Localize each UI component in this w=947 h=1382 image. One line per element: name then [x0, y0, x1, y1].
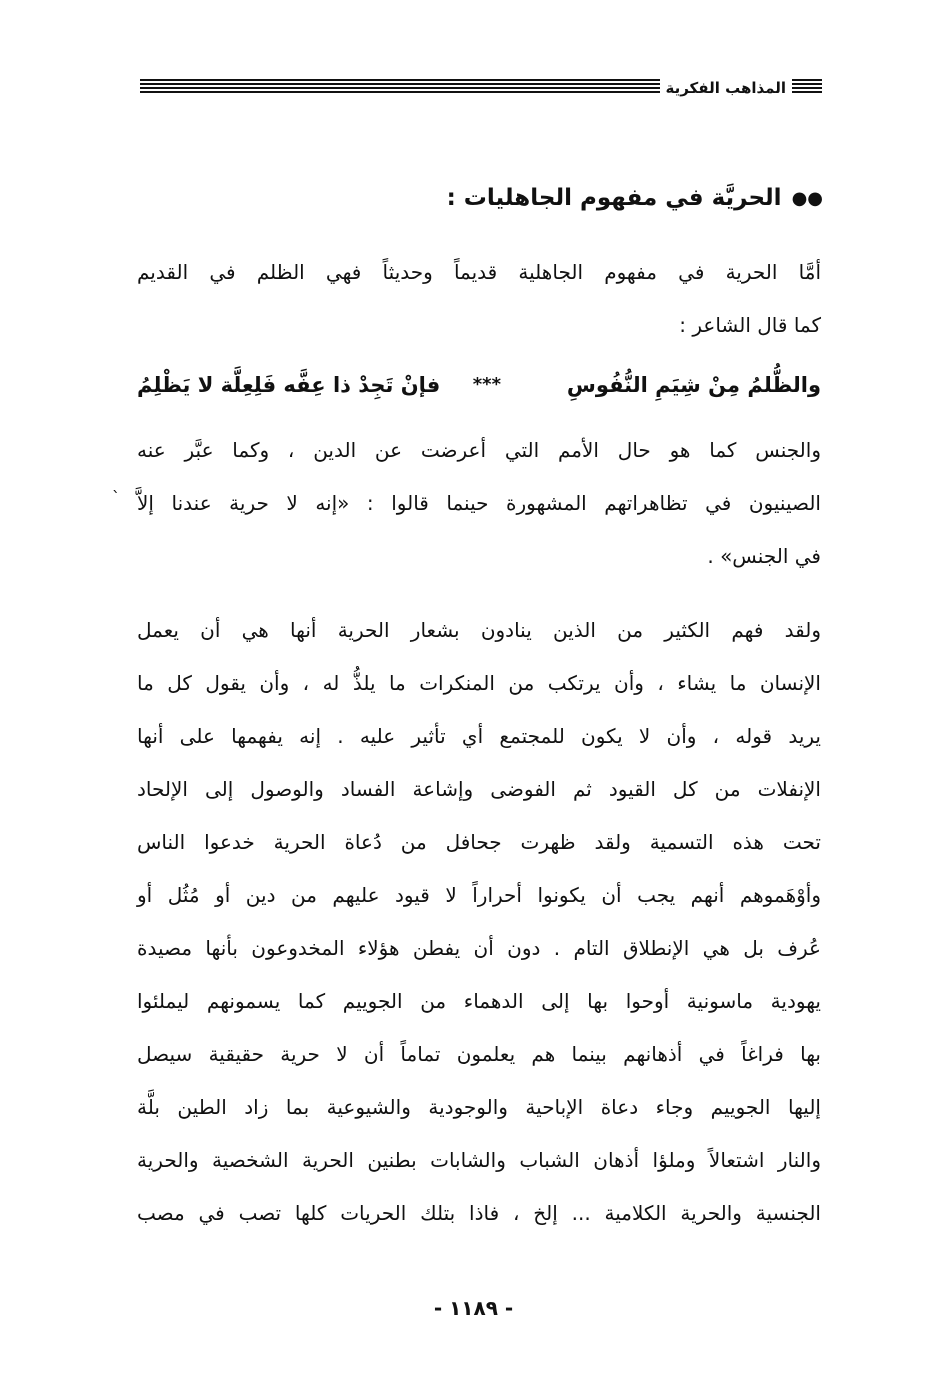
paragraph-line: وأوْهَموهم أنهم يجب أن يكونوا أحراراً لا قيود عليهم من دين أو مُثُل أو [137, 883, 821, 907]
margin-mark: ` [112, 488, 120, 507]
paragraph-line: بها فراغاً في أذهانهم بينما هم يعلمون تماماً أن لا حرية حقيقية سيصل [137, 1042, 821, 1066]
paragraph-line: ولقد فهم الكثير من الذين ينادون بشعار الحرية أنها هي أن يعمل [137, 618, 821, 642]
paragraph-line: يريد قوله ، وأن لا يكون للمجتمع أي تأثير عليه . إنه يفهمها على أنها [137, 724, 821, 748]
paragraph-line: أمَّا الحرية في مفهوم الجاهلية قديماً وحديثاً فهي الظلم في القديم [137, 260, 821, 284]
running-header [140, 74, 822, 102]
paragraph-line: الجنسية والحرية الكلامية ... إلخ ، فاذا بتلك الحريات كلها تصب في مصب [137, 1201, 821, 1225]
bullet-icon: ●● [791, 187, 823, 209]
paragraph-line: في الجنس» . [707, 544, 821, 568]
paragraph-line: الصينيون في تظاهراتهم المشهورة حينما قالوا : «إنه لا حرية عندنا إلاَّ [137, 491, 821, 515]
paragraph-line: يهودية ماسونية أوحوا بها إلى الدهماء من الجوييم كما يسمونهم ليملئوا [137, 989, 821, 1013]
paragraph-line: والجنس كما هو حال الأمم التي أعرضت عن الدين ، وكما عبَّر عنه [137, 438, 821, 462]
paragraph-3 [137, 604, 821, 1240]
poetry-verse [137, 362, 821, 408]
header-title: المذاهب الفكرية [665, 79, 786, 97]
paragraph-line: كما قال الشاعر : [679, 313, 821, 337]
section-heading-text: الحريَّة في مفهوم الجاهليات : [446, 185, 782, 211]
header-rule-right [792, 79, 822, 97]
paragraph-2 [137, 424, 821, 583]
section-heading [323, 180, 823, 217]
paragraph-line: تحت هذه التسمية ولقد ظهرت جحافل من دُعاة الحرية خدعوا الناس [137, 830, 821, 854]
verse-second-hemistich: فإنْ تَجِدْ ذا عِفَّه فَلِعِلَّة لا يَظْلِمُ [137, 373, 441, 397]
paragraph-line: الإنفلات من كل القيود ثم الفوضى وإشاعة الفساد والوصول إلى الإلحاد [137, 777, 821, 801]
page-number: - ١١٨٩ - [433, 1296, 514, 1320]
header-rule-left [140, 79, 660, 97]
paragraph-line: عُرف بل هي الإنطلاق التام . دون أن يفطن هؤلاء المخدوعون بأنها مصيدة [137, 936, 821, 960]
paragraph-1 [137, 246, 821, 352]
paragraph-line: إليها الجوييم وجاء دعاة الإباحية والوجودية والشيوعية بما زاد الطين بلَّة [137, 1095, 821, 1119]
paragraph-line: الإنسان ما يشاء ، وأن يرتكب من المنكرات ما يلذُّ له ، وأن يقول كل ما [137, 671, 821, 695]
paragraph-line: والنار اشتعالاً وملؤا أذهان الشباب والشابات بطنين الحرية الشخصية والحرية [137, 1148, 821, 1172]
verse-separator: *** [472, 374, 501, 395]
verse-first-hemistich: والظُّلمُ مِنْ شِيَمِ النُّفُوسِ [566, 373, 821, 397]
